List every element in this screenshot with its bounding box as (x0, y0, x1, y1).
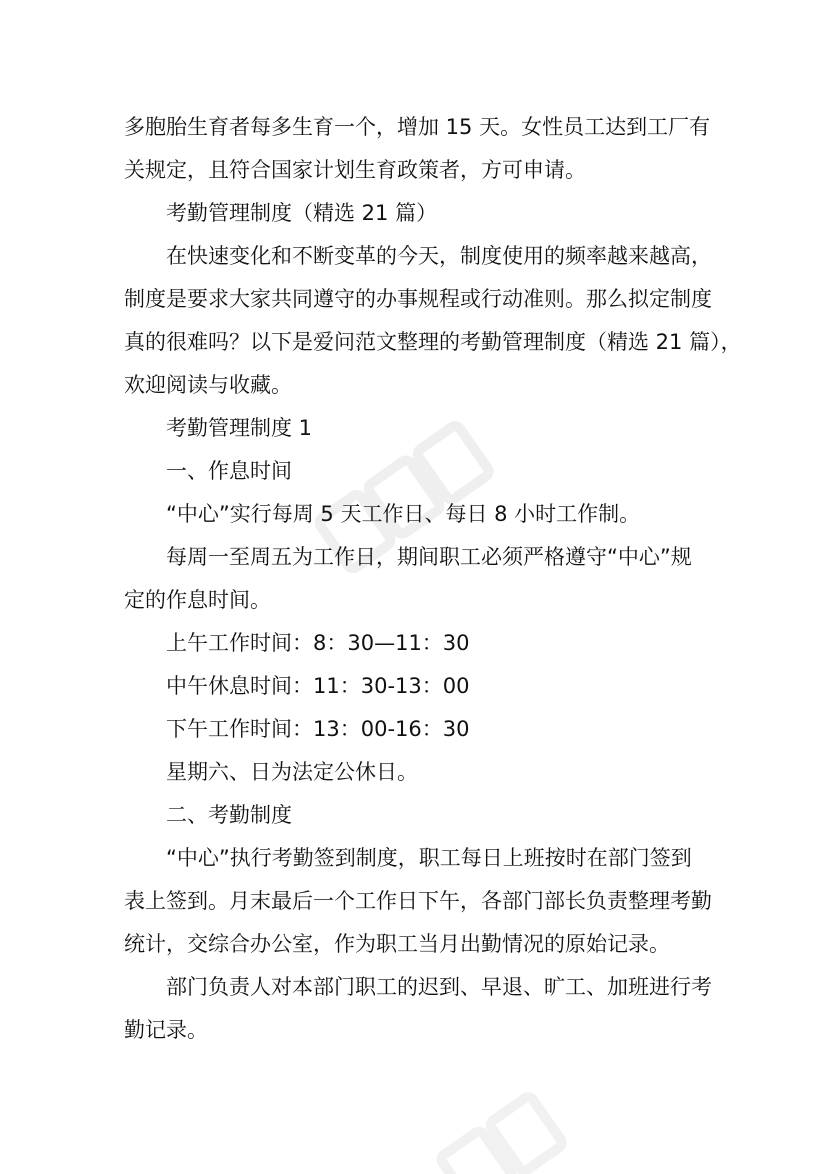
text-line: 真的很难吗？以下是爱问范文整理的考勤管理制度（精选 21 篇）， (124, 330, 742, 354)
text-line: 定的作息时间。 (124, 588, 271, 612)
text-line: 多胞胎生育者每多生育一个，增加 15 天。女性员工达到工厂有 (124, 115, 711, 139)
section-heading: 考勤管理制度（精选 21 篇） (166, 201, 438, 225)
text-line: “中心”执行考勤签到制度，职工每日上班按时在部门签到 (166, 846, 692, 870)
text-line: 星期六、日为法定公休日。 (166, 760, 418, 784)
text-line: “中心”实行每周 5 天工作日、每日 8 小时工作制。 (166, 502, 641, 526)
text-line: 勤记录。 (124, 1018, 208, 1042)
text-line: 关规定，且符合国家计划生育政策者，方可申请。 (124, 158, 586, 182)
text-line: 在快速变化和不断变革的今天，制度使用的频率越来越高， (166, 244, 712, 268)
subsection-heading: 一、作息时间 (166, 459, 292, 483)
text-line: 统计，交综合办公室，作为职工当月出勤情况的原始记录。 (124, 932, 670, 956)
text-line: 部门负责人对本部门职工的迟到、早退、旷工、加班进行考 (166, 975, 712, 999)
text-line: 制度是要求大家共同遵守的办事规程或行动准则。那么拟定制度 (124, 287, 712, 311)
text-line: 表上签到。月末最后一个工作日下午，各部门部长负责整理考勤 (124, 889, 712, 913)
subsection-heading: 二、考勤制度 (166, 803, 292, 827)
schedule-line: 中午休息时间：11：30-13：00 (166, 674, 470, 698)
text-line: 欢迎阅读与收藏。 (124, 373, 292, 397)
watermark-logo-bottom (400, 1080, 600, 1174)
document-body (124, 106, 742, 1052)
schedule-line: 下午工作时间：13：00-16：30 (166, 717, 470, 741)
schedule-line: 上午工作时间：8：30—11：30 (166, 631, 470, 655)
section-heading: 考勤管理制度 1 (166, 416, 313, 440)
text-line: 每周一至周五为工作日，期间职工必须严格遵守“中心”规 (166, 545, 692, 569)
